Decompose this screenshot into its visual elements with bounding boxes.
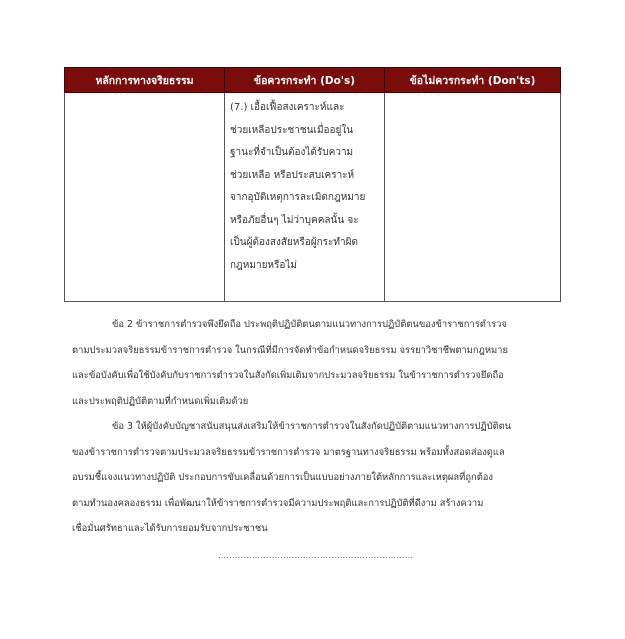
dos-line: (7.) เอื้อเฟื้อสงเคราะห์และ	[230, 102, 345, 113]
paragraph-line: และข้อบังคับเพื่อใช้บังคับกับราชการตำรวจในสังกัดเพิ่มเติมจากประมวลจริยธรรม ในข้าราชการตำรวจยึดถือ	[72, 370, 504, 381]
dos-line: กฎหมายหรือไม่	[230, 259, 298, 271]
table-header-row	[65, 68, 561, 93]
table-row	[65, 93, 561, 302]
ethics-table	[64, 67, 561, 302]
paragraph-line: ข้อ 2 ข้าราชการตำรวจพึงยึดถือ ประพฤติปฏิบัติตนตามแนวทางการปฏิบัติตนของข้าราชการตำรวจ	[112, 319, 507, 330]
cell-dos	[225, 93, 385, 302]
paragraph-line: ตามทำนองคลองธรรม เพื่อพัฒนาให้ข้าราชการตำรวจมีความประพฤติและการปฏิบัติที่ดีงาม สร้างความ	[72, 497, 484, 509]
paragraph-article-3	[72, 414, 560, 542]
paragraph-line: อบรมชี้แจงแนวทางปฏิบัติ ประกอบการขับเคลื่อนด้วยการเป็นแบบอย่างภายใต้หลักการและเหตุผลที่ถูกต้อง	[72, 472, 493, 483]
paragraph-line: ข้อ 3 ให้ผู้บังคับบัญชาสนับสนุนส่งเสริมให้ข้าราชการตำรวจในสังกัดปฏิบัติตามแนวทางการปฏิบัติตน	[112, 421, 512, 432]
cell-principle	[65, 93, 225, 302]
paragraph-line: เชื่อมั่นศรัทธาและได้รับการยอมรับจากประชาชน	[72, 523, 268, 534]
dos-line: ช่วยเหลือประชาชนเมื่ออยู่ใน	[230, 124, 354, 136]
paragraph-line: และประพฤติปฏิบัติตามที่กำหนดเพิ่มเติมด้วย	[72, 395, 249, 407]
paragraph-line: ของข้าราชการตำรวจตามประมวลจริยธรรมข้าราชการตำรวจ มาตรฐานทางจริยธรรม พร้อมทั้งสอดส่องดูแล	[72, 446, 505, 458]
dos-line: จากอุบัติเหตุการละเมิดกฎหมาย	[230, 192, 366, 203]
dos-line: เป็นผู้ต้องสงสัยหรือผู้กระทำผิด	[230, 237, 358, 248]
dos-line: ฐานะที่จำเป็นต้องได้รับความ	[230, 147, 354, 158]
header-principle: หลักการทางจริยธรรม	[65, 68, 225, 93]
paragraph-line: ตามประมวลจริยธรรมข้าราชการตำรวจ ในกรณีที่มีการจัดทำข้อกำหนดจริยธรรม จรรยาวิชาชีพตามกฎหมาย	[72, 344, 508, 356]
header-donts: ข้อไม่ควรกระทำ (Don'ts)	[385, 68, 561, 93]
dos-line: หรือภัยอื่นๆ ไม่ว่าบุคคลนั้น จะ	[230, 214, 359, 226]
cell-donts	[385, 93, 561, 302]
dos-line: ช่วยเหลือ หรือประสบเคราะห์	[230, 169, 355, 181]
paragraph-article-2	[72, 312, 560, 414]
separator-dots: ……………………………………………………………	[218, 551, 414, 560]
header-dos: ข้อควรกระทำ (Do's)	[225, 68, 385, 93]
